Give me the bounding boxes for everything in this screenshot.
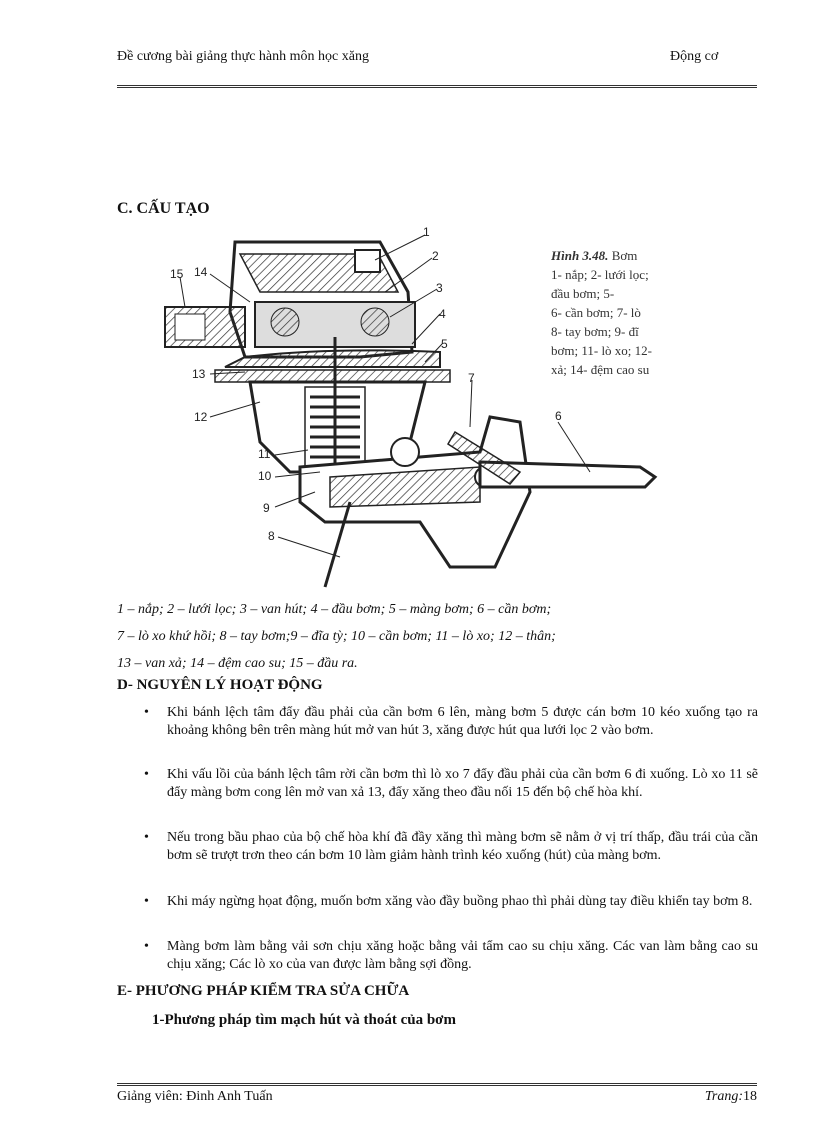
header-divider — [117, 85, 757, 88]
page-label: Trang: — [704, 1089, 743, 1104]
figure-caption — [551, 246, 675, 386]
list-item: • Khi máy ngừng họat động, muốn bơm xăng vào đầy buồng phao thì phải dùng tay điều khiển tay bơm 8. — [144, 893, 758, 911]
header-left: Đề cương bài giảng thực hành môn học xăng — [117, 49, 369, 64]
figure-caption-line: đầu bơm; 5- — [551, 286, 615, 301]
callout-2: 2 — [432, 249, 439, 263]
bullet-text: Nếu trong bầu phao của bộ chế hòa khí đã đầy xăng thì màng bơm sẽ nằm ở vị trí thấp, đầu trái của cần bơm sẽ trượt trơn theo cán bơm 10 làm giảm hành trình kéo xuống (hút) của màng bơm. — [167, 830, 758, 863]
callout-5: 5 — [441, 337, 448, 351]
list-item: • Nếu trong bầu phao của bộ chế hòa khí đã đầy xăng thì màng bơm sẽ nằm ở vị trí thấp, đầu trái của cần bơm sẽ trượt trơn theo cán bơm 10 làm giảm hành trình kéo xuống (hút) của màng bơm. — [144, 830, 758, 863]
legend-line: 13 – van xả; 14 – đệm cao su; 15 – đầu ra. — [117, 656, 358, 671]
figure-caption-line: 8- tay bơm; 9- đĩ — [551, 324, 639, 339]
callout-9: 9 — [263, 501, 270, 515]
footer-page — [705, 1089, 757, 1105]
section-c-title: C. CẤU TẠO — [117, 200, 210, 217]
footer-author: Giảng viên: Đinh Anh Tuấn — [117, 1089, 273, 1104]
callout-7: 7 — [468, 371, 475, 385]
section-d-title: D- NGUYÊN LÝ HOẠT ĐỘNG — [117, 677, 323, 693]
figure-caption-title-rest: Bơm — [608, 248, 638, 263]
page-number: 18 — [743, 1089, 757, 1104]
callout-10: 10 — [258, 469, 272, 483]
callout-1: 1 — [423, 225, 430, 239]
figure-legend — [117, 596, 757, 677]
list-item: • Màng bơm làm bằng vải sơn chịu xăng hoặc bằng vải tẩm cao su chịu xăng. Các van làm bằng cao su chịu xăng; Các lò xo của van được làm bằng sợi đồng. — [144, 939, 758, 972]
callout-8: 8 — [268, 529, 275, 543]
figure-caption-line: bơm; 11- lò xo; 12- — [551, 343, 652, 358]
bullet-text: Khi máy ngừng họat động, muốn bơm xăng vào đầy buồng phao thì phải dùng tay điều khiển tay bơm 8. — [167, 894, 753, 909]
bullet-text: Màng bơm làm bằng vải sơn chịu xăng hoặc bằng vải tẩm cao su chịu xăng. Các van làm bằng cao su chịu xăng; Các lò xo của van được làm bằng sợi đồng. — [167, 939, 758, 972]
section-e-subtitle: 1-Phương pháp tìm mạch hút và thoát của bơm — [152, 1012, 456, 1028]
list-item: • Khi vấu lồi của bánh lệch tâm rời cần bơm thì lò xo 7 đẩy đầu phải của cần bơm 6 đi xuống. Lò xo 11 sẽ đẩy màng bơm cong lên mở van xả 13, đẩy xăng theo đầu nối 15 đến bộ chế hòa khí. — [144, 767, 758, 800]
callout-14: 14 — [194, 265, 208, 279]
pump-lever — [448, 432, 655, 487]
callout-6: 6 — [555, 409, 562, 423]
bullet-text: Khi bánh lệch tâm đẩy đầu phải của cần bơm 6 lên, màng bơm 5 được cán bơm 10 kéo xuống tạo ra khoảng không bên trên màng hút mở van hút 3, xăng được hút qua lưới lọc 2 vào bơm. — [167, 705, 758, 738]
figure-caption-line: 1- nắp; 2- lưới lọc; — [551, 267, 649, 282]
list-item: • Khi bánh lệch tâm đẩy đầu phải của cần bơm 6 lên, màng bơm 5 được cán bơm 10 kéo xuống tạo ra khoảng không bên trên màng hút mở van hút 3, xăng được hút qua lưới lọc 2 vào bơm. — [144, 705, 758, 738]
footer-divider — [117, 1083, 757, 1086]
figure-caption-title: Hình 3.48. — [551, 248, 609, 263]
legend-line: 1 – nắp; 2 – lưới lọc; 3 – van hút; 4 – đầu bơm; 5 – màng bơm; 6 – cần bơm; — [117, 602, 552, 617]
callout-13: 13 — [192, 367, 206, 381]
callout-12: 12 — [194, 410, 208, 424]
figure-caption-line: 6- cần bơm; 7- lò — [551, 305, 641, 320]
callout-15: 15 — [170, 267, 184, 281]
outlet-fitting — [165, 307, 245, 347]
page-footer — [117, 1089, 757, 1105]
section-e-title: E- PHƯƠNG PHÁP KIỂM TRA SỬA CHỮA — [117, 983, 410, 999]
callout-4: 4 — [439, 307, 446, 321]
callout-11: 11 — [258, 447, 271, 461]
callout-3: 3 — [436, 281, 443, 295]
legend-line: 7 – lò xo khứ hồi; 8 – tay bơm;9 – đĩa tỳ; 10 – cần bơm; 11 – lò xo; 12 – thân; — [117, 629, 556, 644]
bullet-text: Khi vấu lồi của bánh lệch tâm rời cần bơm thì lò xo 7 đẩy đầu phải của cần bơm 6 đi xuống. Lò xo 11 sẽ đẩy màng bơm cong lên mở van xả 13, đẩy xăng theo đầu nối 15 đến bộ chế hòa khí. — [167, 767, 758, 800]
header-right: Động cơ — [670, 49, 719, 64]
figure-caption-line: xả; 14- đệm cao su — [551, 362, 650, 377]
